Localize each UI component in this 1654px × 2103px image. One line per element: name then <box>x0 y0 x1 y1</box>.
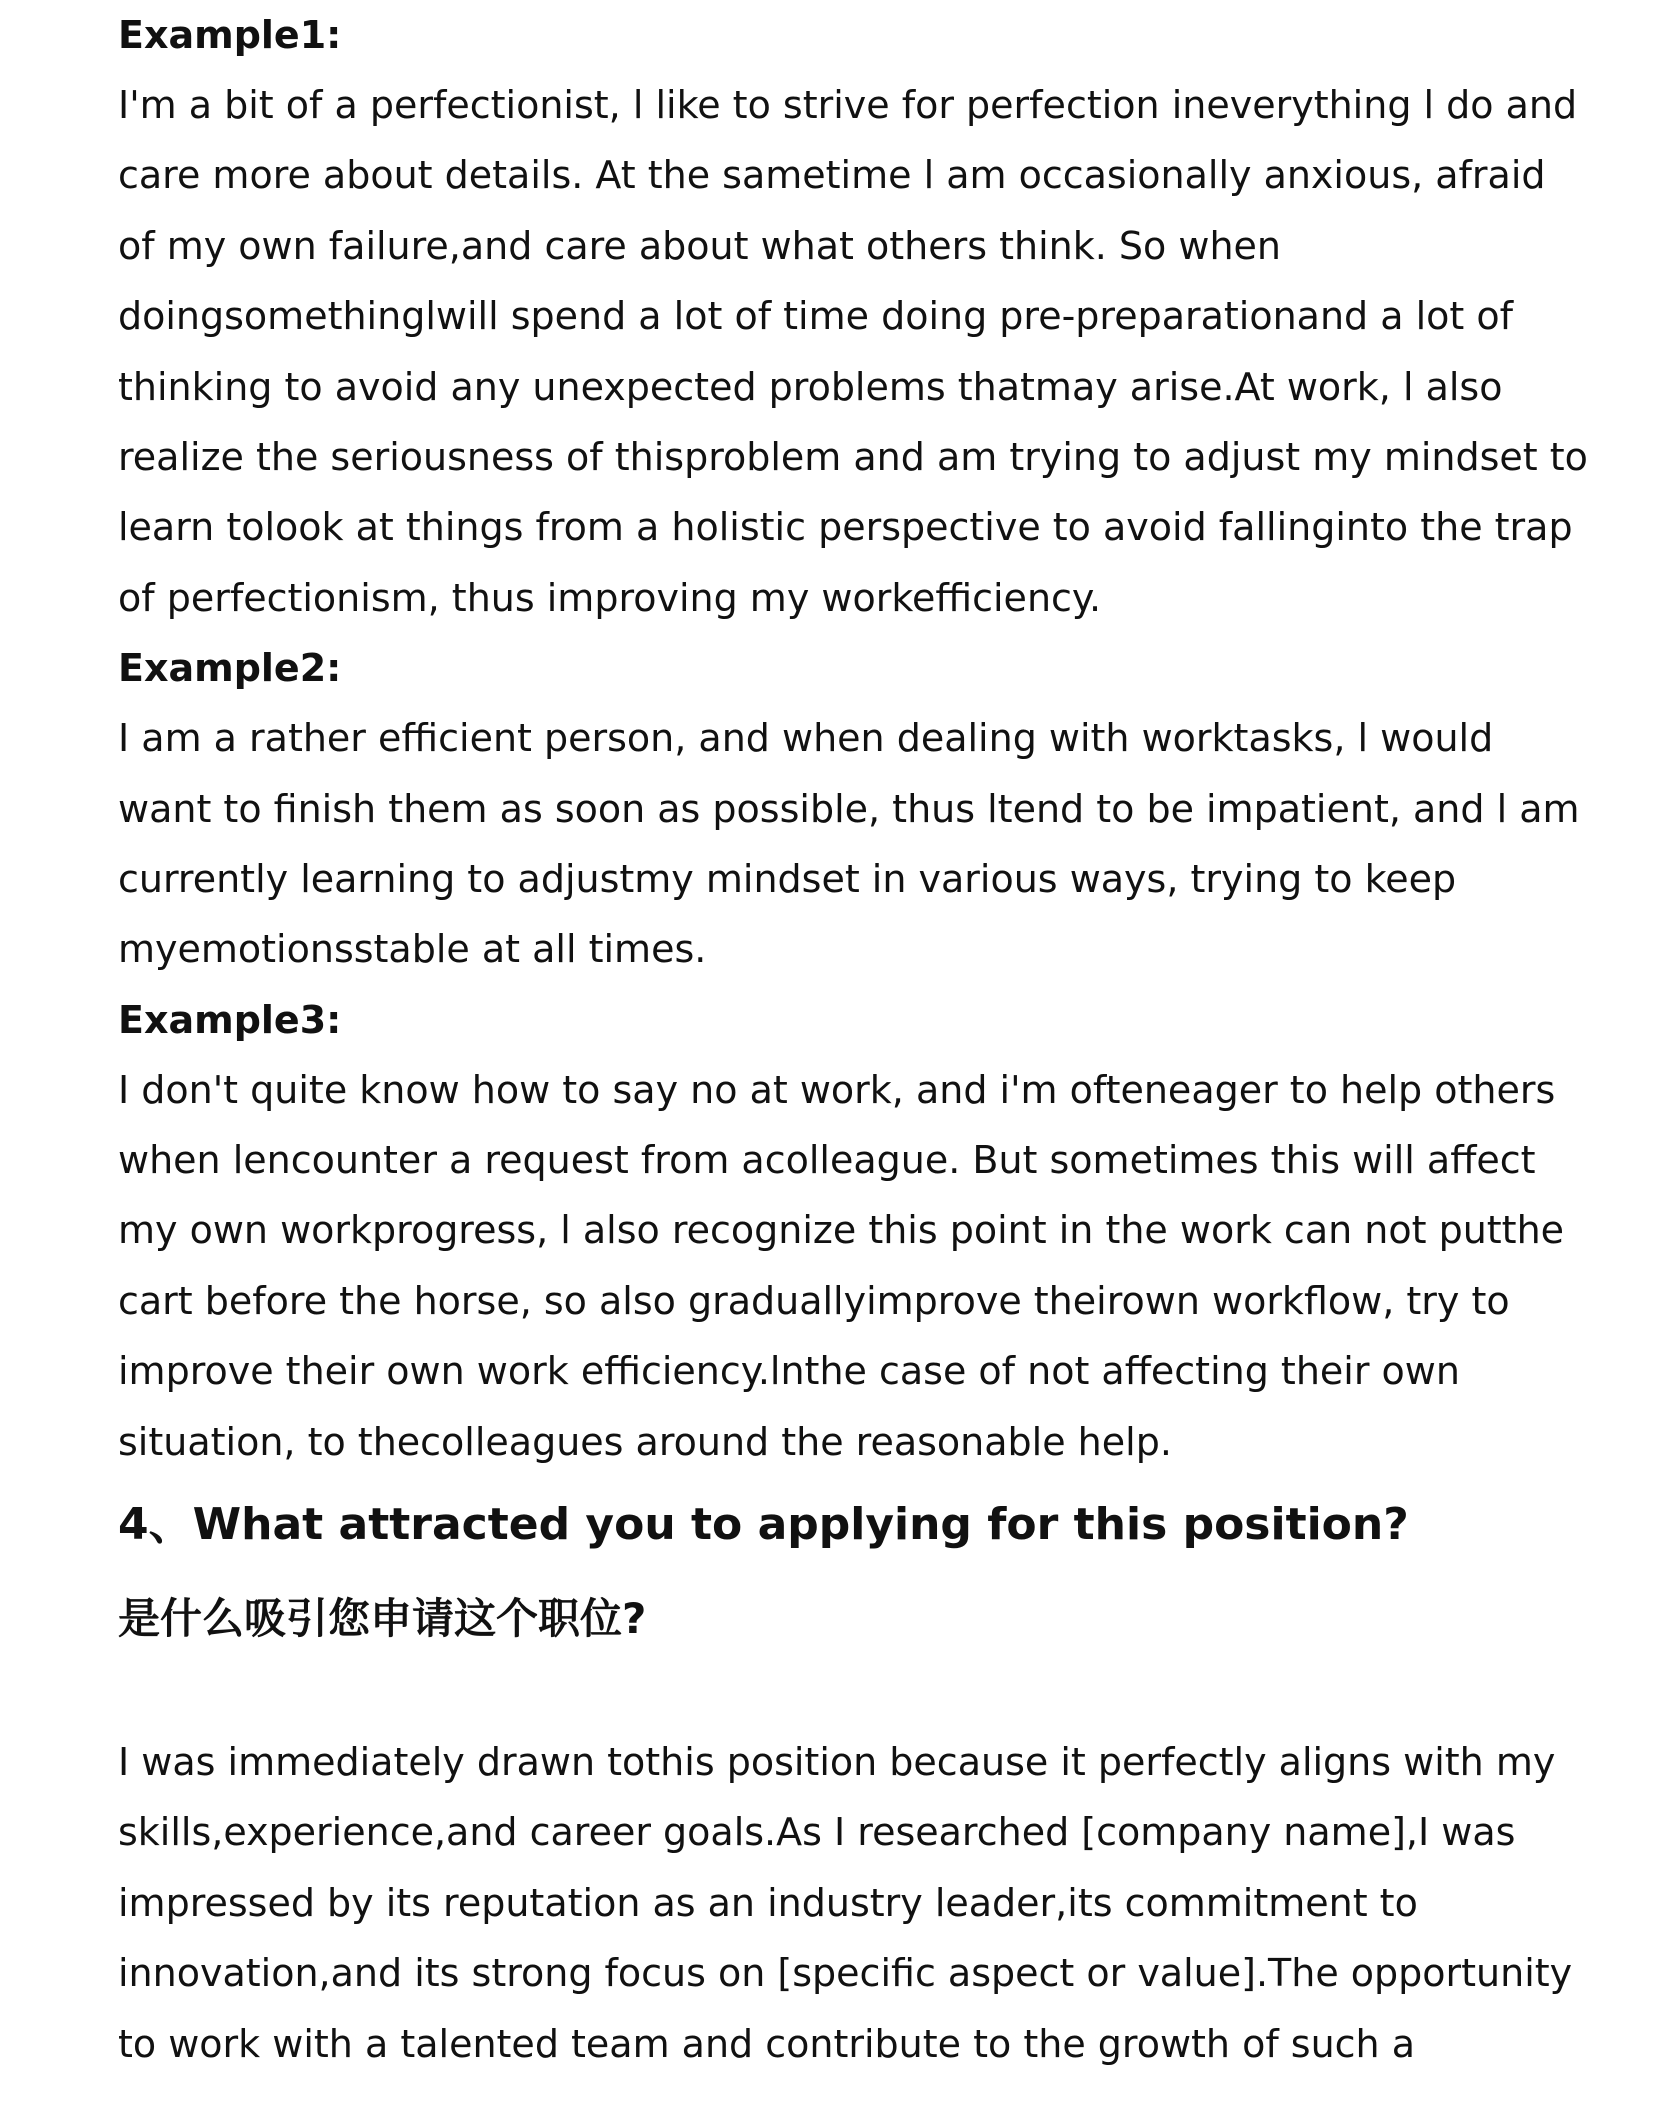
example-1-line: of my own failure,and care about what others think. So when <box>118 223 1282 268</box>
question-4-heading: 4、What attracted you to applying for this position? <box>118 1499 1409 1551</box>
example-2-line: myemotionsstable at all times. <box>118 927 707 972</box>
example-3-line: cart before the horse, so also graduallyimprove theirown workflow, try to <box>118 1278 1510 1323</box>
example-2-line: currently learning to adjustmy mindset in various ways, trying to keep <box>118 856 1457 901</box>
example-1-section <box>118 0 1588 633</box>
question-4-answer-line: impressed by its reputation as an industry leader,its commitment to <box>118 1880 1418 1925</box>
question-4-answer-line: skills,experience,and career goals.As I researched [company name],I was <box>118 1810 1516 1855</box>
paragraph-spacer <box>118 1665 1548 1727</box>
example-2-section <box>118 633 1580 985</box>
example-1-line: of perfectionism, thus improving my workefficiency. <box>118 575 1102 620</box>
example-1-line: I'm a bit of a perfectionist, l like to strive for perfection ineverything l do and <box>118 83 1578 127</box>
example-2-label: Example2: <box>118 646 342 691</box>
example-3-line: improve their own work efficiency.lnthe case of not affecting their own <box>118 1349 1460 1394</box>
example-2-line: want to finish them as soon as possible, thus ltend to be impatient, and l am <box>118 786 1580 831</box>
example-3-line: when lencounter a request from acolleague. But sometimes this will affect <box>118 1138 1536 1183</box>
question-4-answer-line: I was immediately drawn tothis position because it perfectly aligns with my <box>118 1740 1556 1785</box>
example-3-line: I don't quite know how to say no at work, and i'm ofteneager to help others <box>118 1067 1556 1112</box>
question-4-heading-chinese: 是什么吸引您申请这个职位? <box>118 1594 647 1644</box>
document-page <box>118 0 1588 2079</box>
question-4-answer-line: to work with a talented team and contribute to the growth of such a <box>118 2021 1416 2066</box>
example-1-line: realize the seriousness of thisproblem and am trying to adjust my mindset to <box>118 434 1588 479</box>
question-4-section <box>118 1477 1573 2079</box>
example-3-section <box>118 985 1565 1477</box>
example-3-label: Example3: <box>118 997 342 1042</box>
example-1-line: learn tolook at things from a holistic perspective to avoid fallinginto the trap <box>118 505 1573 550</box>
example-2-line: I am a rather efficient person, and when dealing with worktasks, l would <box>118 716 1494 761</box>
example-3-line: my own workprogress, l also recognize this point in the work can not putthe <box>118 1208 1565 1253</box>
example-1-line: doingsomethinglwill spend a lot of time doing pre-preparationand a lot of <box>118 294 1514 339</box>
example-1-label: Example1: <box>118 13 342 57</box>
example-1-line: care more about details. At the sametime l am occasionally anxious, afraid <box>118 153 1546 198</box>
question-4-answer-line: innovation,and its strong focus on [specific aspect or value].The opportunity <box>118 1951 1573 1996</box>
example-1-line: thinking to avoid any unexpected problems thatmay arise.At work, l also <box>118 364 1503 409</box>
example-3-line: situation, to thecolleagues around the reasonable help. <box>118 1419 1172 1464</box>
